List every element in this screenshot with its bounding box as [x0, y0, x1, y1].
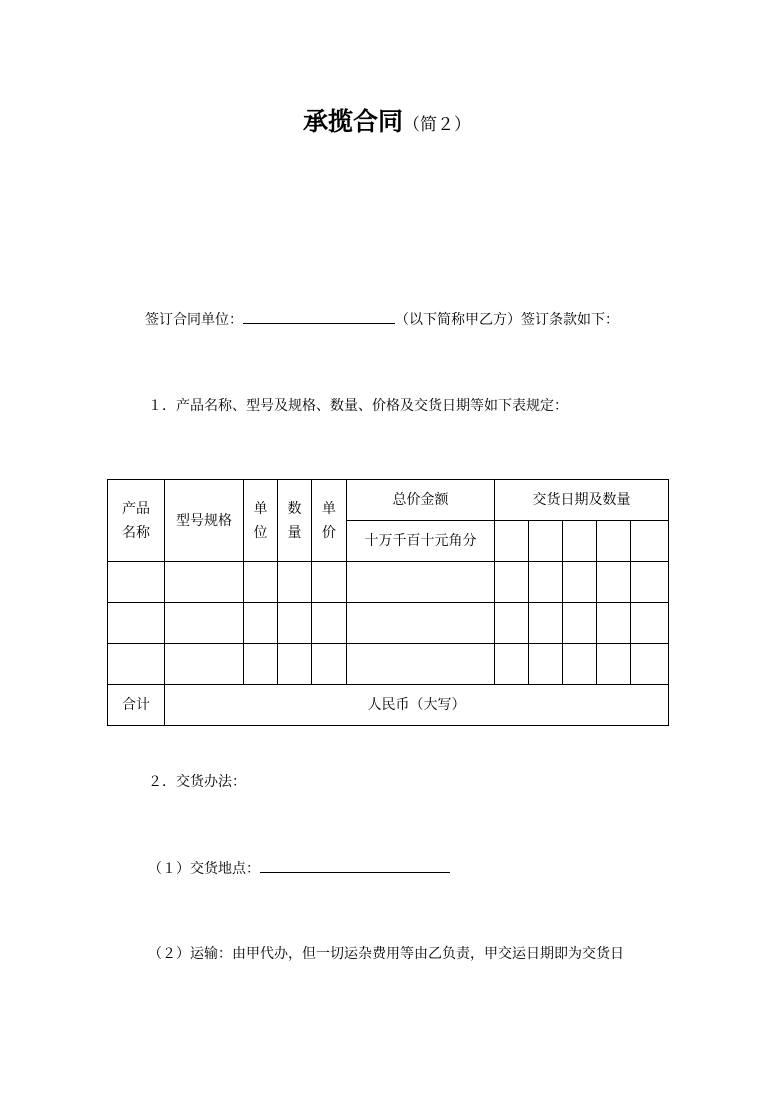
delivery-cell[interactable] [631, 521, 669, 562]
delivery-cell[interactable] [597, 521, 631, 562]
table-cell[interactable] [278, 644, 312, 685]
table-cell[interactable] [347, 562, 495, 603]
header-quantity: 数量 [278, 480, 312, 562]
title-sub: （简２） [403, 115, 471, 135]
delivery-cell[interactable] [529, 521, 563, 562]
header-model-spec: 型号规格 [165, 480, 244, 562]
document-title [0, 104, 774, 143]
clause-2-2: （２）运输：由甲代办，但一切运杂费用等由乙负责，甲交运日期即为交货日 [148, 946, 624, 962]
clause-1: １．产品名称、型号及规格、数量、价格及交货日期等如下表规定： [148, 398, 568, 414]
table-cell[interactable] [244, 644, 278, 685]
table-cell[interactable] [244, 603, 278, 644]
table-cell[interactable] [631, 603, 669, 644]
table-cell[interactable] [165, 603, 244, 644]
table-row [108, 603, 669, 644]
table-cell[interactable] [563, 603, 597, 644]
delivery-location-label: （１）交货地点： [148, 861, 260, 877]
intro-after: （以下简称甲乙方）签订条款如下： [395, 312, 619, 328]
title-main: 承揽合同 [302, 107, 403, 136]
table-cell[interactable] [597, 603, 631, 644]
header-product-name: 产品名称 [108, 480, 165, 562]
table-cell[interactable] [563, 562, 597, 603]
table-cell[interactable] [495, 562, 529, 603]
clause-2-1 [148, 858, 450, 879]
table-cell[interactable] [108, 644, 165, 685]
header-unit: 单位 [244, 480, 278, 562]
table-cell[interactable] [597, 562, 631, 603]
product-table [107, 479, 669, 726]
table-cell[interactable] [529, 562, 563, 603]
header-unit-price: 单价 [312, 480, 347, 562]
table-cell[interactable] [278, 603, 312, 644]
header-total-amount: 总价金额 [347, 480, 495, 521]
delivery-cell[interactable] [495, 521, 529, 562]
table-cell[interactable] [165, 562, 244, 603]
table-cell[interactable] [312, 562, 347, 603]
table-cell[interactable] [631, 562, 669, 603]
table-cell[interactable] [529, 603, 563, 644]
table-cell[interactable] [563, 644, 597, 685]
table-cell[interactable] [312, 603, 347, 644]
table-cell[interactable] [347, 644, 495, 685]
contract-party-blank[interactable] [243, 309, 395, 324]
table-cell[interactable] [631, 644, 669, 685]
intro-before: 签订合同单位： [145, 312, 243, 328]
table-cell[interactable] [312, 644, 347, 685]
delivery-location-blank[interactable] [260, 858, 450, 873]
delivery-cell[interactable] [563, 521, 597, 562]
table-cell[interactable] [529, 644, 563, 685]
rmb-caps-field[interactable]: 人民币（大写） [165, 685, 669, 726]
clause-2: ２．交货办法： [148, 774, 246, 790]
table-cell[interactable] [347, 603, 495, 644]
table-cell[interactable] [108, 603, 165, 644]
table-cell[interactable] [244, 562, 278, 603]
table-row [108, 562, 669, 603]
table-cell[interactable] [278, 562, 312, 603]
header-amount-units: 十万千百十元角分 [347, 521, 495, 562]
table-cell[interactable] [495, 603, 529, 644]
table-cell[interactable] [165, 644, 244, 685]
table-cell[interactable] [597, 644, 631, 685]
table-cell[interactable] [108, 562, 165, 603]
total-row [108, 685, 669, 726]
intro-line [145, 309, 619, 330]
header-delivery-date-qty: 交货日期及数量 [495, 480, 669, 521]
table-row [108, 644, 669, 685]
table-cell[interactable] [495, 644, 529, 685]
total-label: 合计 [108, 685, 165, 726]
